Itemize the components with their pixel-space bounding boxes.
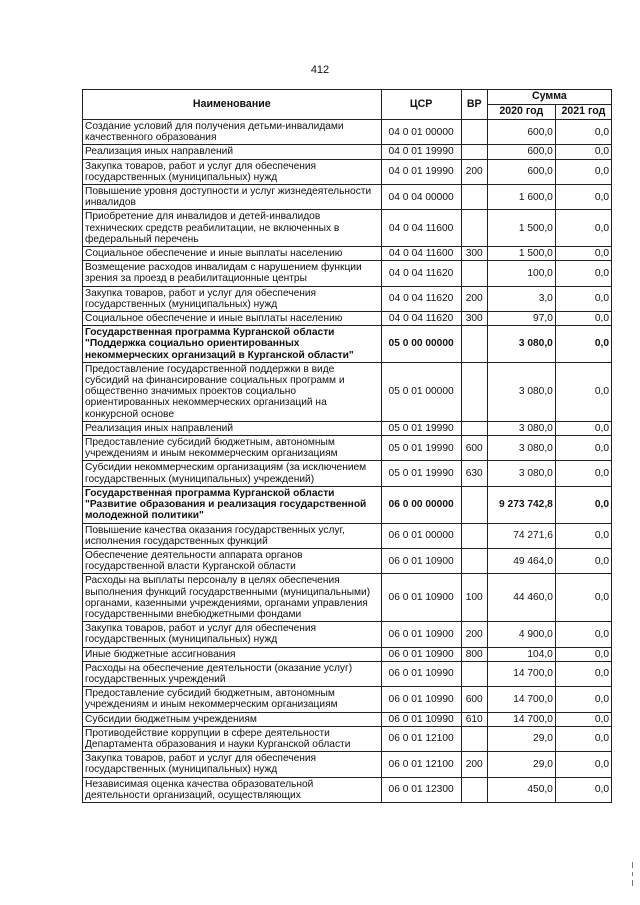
row-vr-code: 300 — [461, 312, 487, 326]
row-sum-2021: 0,0 — [555, 145, 611, 159]
row-name: Создание условий для получения детьми-инвалидами качественного образования — [83, 120, 382, 145]
row-name: Приобретение для инвалидов и детей-инвалидов технических средств реабилитации, не включенных в федеральный перечень — [83, 210, 382, 247]
row-vr-code — [461, 523, 487, 548]
row-sum-2021: 0,0 — [555, 647, 611, 661]
row-csr-code: 04 0 04 11600 — [381, 247, 461, 261]
table-row — [83, 210, 612, 247]
row-vr-code — [461, 185, 487, 210]
row-name: Обеспечение деятельности аппарата органов государственной власти Курганской области — [83, 548, 382, 573]
table-row — [83, 622, 612, 647]
row-vr-code: 200 — [461, 752, 487, 777]
table-row — [83, 712, 612, 726]
table-row — [83, 548, 612, 573]
row-sum-2020: 3 080,0 — [487, 326, 555, 363]
row-csr-code: 04 0 01 00000 — [381, 120, 461, 145]
row-sum-2020: 14 700,0 — [487, 712, 555, 726]
header-sum: Сумма — [487, 90, 611, 105]
row-name: Повышение уровня доступности и услуг жизнедеятельности инвалидов — [83, 185, 382, 210]
row-vr-code — [461, 210, 487, 247]
row-sum-2020: 4 900,0 — [487, 622, 555, 647]
row-name: Расходы на выплаты персоналу в целях обеспечения выполнения функций государственными (муниципальными) органами, казенными учреждениями, органами управления государственными внебюджетными фондами — [83, 574, 382, 622]
row-vr-code: 800 — [461, 647, 487, 661]
row-sum-2021: 0,0 — [555, 661, 611, 686]
row-csr-code: 06 0 01 12300 — [381, 777, 461, 802]
row-sum-2020: 600,0 — [487, 145, 555, 159]
row-sum-2020: 44 460,0 — [487, 574, 555, 622]
row-vr-code: 200 — [461, 286, 487, 311]
row-sum-2020: 1 600,0 — [487, 185, 555, 210]
row-vr-code: 610 — [461, 712, 487, 726]
row-csr-code: 06 0 01 10990 — [381, 712, 461, 726]
row-sum-2021: 0,0 — [555, 687, 611, 712]
budget-table — [82, 89, 612, 803]
table-header — [83, 90, 612, 120]
row-name: Субсидии бюджетным учреждениям — [83, 712, 382, 726]
row-sum-2020: 3 080,0 — [487, 436, 555, 461]
row-name: Повышение качества оказания государственных услуг, исполнения государственных функций — [83, 523, 382, 548]
header-year-2021: 2021 год — [555, 105, 611, 120]
row-csr-code: 06 0 01 10990 — [381, 661, 461, 686]
row-sum-2020: 600,0 — [487, 159, 555, 184]
scan-edge-mark — [632, 872, 633, 876]
row-vr-code: 100 — [461, 574, 487, 622]
row-sum-2021: 0,0 — [555, 523, 611, 548]
row-vr-code — [461, 486, 487, 523]
row-csr-code: 04 0 01 19990 — [381, 159, 461, 184]
row-csr-code: 06 0 01 12100 — [381, 726, 461, 751]
row-sum-2020: 3 080,0 — [487, 461, 555, 486]
row-sum-2021: 0,0 — [555, 436, 611, 461]
row-name: Предоставление государственной поддержки в виде субсидий на финансирование социальных программ и общественно значимых проектов социально ориентированных некоммерческих организаций на конкурсной основе — [83, 362, 382, 421]
row-sum-2021: 0,0 — [555, 752, 611, 777]
row-sum-2021: 0,0 — [555, 574, 611, 622]
row-vr-code — [461, 661, 487, 686]
row-vr-code: 630 — [461, 461, 487, 486]
row-vr-code: 200 — [461, 159, 487, 184]
header-csr: ЦСР — [381, 90, 461, 120]
row-csr-code: 05 0 01 19990 — [381, 461, 461, 486]
table-row — [83, 436, 612, 461]
table-row — [83, 247, 612, 261]
row-vr-code — [461, 261, 487, 286]
row-vr-code — [461, 548, 487, 573]
row-sum-2021: 0,0 — [555, 777, 611, 802]
table-row — [83, 159, 612, 184]
row-name: Закупка товаров, работ и услуг для обеспечения государственных (муниципальных) нужд — [83, 622, 382, 647]
row-vr-code — [461, 421, 487, 435]
row-name: Социальное обеспечение и иные выплаты населению — [83, 247, 382, 261]
row-sum-2020: 450,0 — [487, 777, 555, 802]
row-sum-2021: 0,0 — [555, 247, 611, 261]
row-vr-code: 600 — [461, 687, 487, 712]
row-sum-2020: 29,0 — [487, 726, 555, 751]
row-name: Иные бюджетные ассигнования — [83, 647, 382, 661]
row-csr-code: 06 0 01 00000 — [381, 523, 461, 548]
row-vr-code — [461, 726, 487, 751]
row-sum-2020: 9 273 742,8 — [487, 486, 555, 523]
table-row — [83, 185, 612, 210]
scan-edge-mark — [632, 880, 633, 886]
row-csr-code: 06 0 00 00000 — [381, 486, 461, 523]
row-csr-code: 06 0 01 12100 — [381, 752, 461, 777]
row-csr-code: 06 0 01 10900 — [381, 574, 461, 622]
row-vr-code — [461, 777, 487, 802]
row-name: Субсидии некоммерческим организациям (за исключением государственных (муниципальных) учреждений) — [83, 461, 382, 486]
header-name: Наименование — [83, 90, 382, 120]
row-sum-2021: 0,0 — [555, 421, 611, 435]
row-sum-2020: 104,0 — [487, 647, 555, 661]
row-sum-2021: 0,0 — [555, 362, 611, 421]
table-row — [83, 261, 612, 286]
row-vr-code: 200 — [461, 622, 487, 647]
row-csr-code: 04 0 04 11620 — [381, 312, 461, 326]
row-name: Возмещение расходов инвалидам с нарушением функции зрения за проезд в реабилитационные центры — [83, 261, 382, 286]
row-vr-code — [461, 326, 487, 363]
row-sum-2020: 3 080,0 — [487, 362, 555, 421]
row-csr-code: 06 0 01 10900 — [381, 548, 461, 573]
table-row — [83, 777, 612, 802]
table-row — [83, 752, 612, 777]
row-sum-2021: 0,0 — [555, 326, 611, 363]
row-name: Социальное обеспечение и иные выплаты населению — [83, 312, 382, 326]
row-name: Предоставление субсидий бюджетным, автономным учреждениям и иным некоммерческим организациям — [83, 436, 382, 461]
table-body — [83, 120, 612, 803]
table-row — [83, 647, 612, 661]
row-sum-2020: 74 271,6 — [487, 523, 555, 548]
row-sum-2020: 1 500,0 — [487, 247, 555, 261]
row-sum-2020: 1 500,0 — [487, 210, 555, 247]
scan-edge-mark — [632, 862, 633, 868]
row-sum-2020: 3,0 — [487, 286, 555, 311]
table-row — [83, 523, 612, 548]
row-sum-2021: 0,0 — [555, 548, 611, 573]
row-vr-code — [461, 362, 487, 421]
table-row — [83, 574, 612, 622]
row-name: Реализация иных направлений — [83, 421, 382, 435]
row-name: Независимая оценка качества образовательной деятельности организаций, осуществляющих — [83, 777, 382, 802]
row-name: Государственная программа Курганской области "Развитие образования и реализация государственной молодежной политики" — [83, 486, 382, 523]
table-row — [83, 726, 612, 751]
row-csr-code: 06 0 01 10900 — [381, 647, 461, 661]
row-sum-2021: 0,0 — [555, 312, 611, 326]
row-csr-code: 05 0 00 00000 — [381, 326, 461, 363]
header-vr: ВР — [461, 90, 487, 120]
row-sum-2021: 0,0 — [555, 159, 611, 184]
row-csr-code: 05 0 01 19990 — [381, 421, 461, 435]
row-csr-code: 04 0 04 11600 — [381, 210, 461, 247]
row-sum-2020: 100,0 — [487, 261, 555, 286]
table-row — [83, 461, 612, 486]
row-sum-2021: 0,0 — [555, 712, 611, 726]
table-row — [83, 362, 612, 421]
row-csr-code: 04 0 04 00000 — [381, 185, 461, 210]
row-sum-2021: 0,0 — [555, 622, 611, 647]
table-row — [83, 661, 612, 686]
row-sum-2021: 0,0 — [555, 185, 611, 210]
table-row — [83, 486, 612, 523]
page-number: 412 — [310, 64, 330, 76]
row-sum-2021: 0,0 — [555, 210, 611, 247]
row-sum-2021: 0,0 — [555, 726, 611, 751]
row-name: Закупка товаров, работ и услуг для обеспечения государственных (муниципальных) нужд — [83, 752, 382, 777]
header-year-2020: 2020 год — [487, 105, 555, 120]
row-sum-2020: 29,0 — [487, 752, 555, 777]
row-vr-code — [461, 145, 487, 159]
row-name: Предоставление субсидий бюджетным, автономным учреждениям и иным некоммерческим организациям — [83, 687, 382, 712]
row-sum-2020: 97,0 — [487, 312, 555, 326]
row-sum-2021: 0,0 — [555, 120, 611, 145]
row-csr-code: 05 0 01 19990 — [381, 436, 461, 461]
table-row — [83, 326, 612, 363]
row-vr-code: 300 — [461, 247, 487, 261]
row-vr-code — [461, 120, 487, 145]
row-sum-2021: 0,0 — [555, 286, 611, 311]
table-row — [83, 687, 612, 712]
row-sum-2020: 600,0 — [487, 120, 555, 145]
row-name: Противодействие коррупции в сфере деятельности Департамента образования и науки Курганской области — [83, 726, 382, 751]
table-row — [83, 421, 612, 435]
row-name: Государственная программа Курганской области "Поддержка социально ориентированных некоммерческих организаций в Курганской области" — [83, 326, 382, 363]
row-sum-2021: 0,0 — [555, 486, 611, 523]
row-csr-code: 04 0 01 19990 — [381, 145, 461, 159]
table-row — [83, 312, 612, 326]
row-sum-2020: 14 700,0 — [487, 687, 555, 712]
table-row — [83, 145, 612, 159]
row-csr-code: 05 0 01 00000 — [381, 362, 461, 421]
row-name: Закупка товаров, работ и услуг для обеспечения государственных (муниципальных) нужд — [83, 159, 382, 184]
row-name: Расходы на обеспечение деятельности (оказание услуг) государственных учреждений — [83, 661, 382, 686]
row-sum-2020: 3 080,0 — [487, 421, 555, 435]
row-csr-code: 04 0 04 11620 — [381, 261, 461, 286]
row-csr-code: 04 0 04 11620 — [381, 286, 461, 311]
row-name: Закупка товаров, работ и услуг для обеспечения государственных (муниципальных) нужд — [83, 286, 382, 311]
row-name: Реализация иных направлений — [83, 145, 382, 159]
row-sum-2021: 0,0 — [555, 461, 611, 486]
table-row — [83, 286, 612, 311]
row-csr-code: 06 0 01 10990 — [381, 687, 461, 712]
table-row — [83, 120, 612, 145]
row-csr-code: 06 0 01 10900 — [381, 622, 461, 647]
row-sum-2021: 0,0 — [555, 261, 611, 286]
row-vr-code: 600 — [461, 436, 487, 461]
row-sum-2020: 14 700,0 — [487, 661, 555, 686]
row-sum-2020: 49 464,0 — [487, 548, 555, 573]
